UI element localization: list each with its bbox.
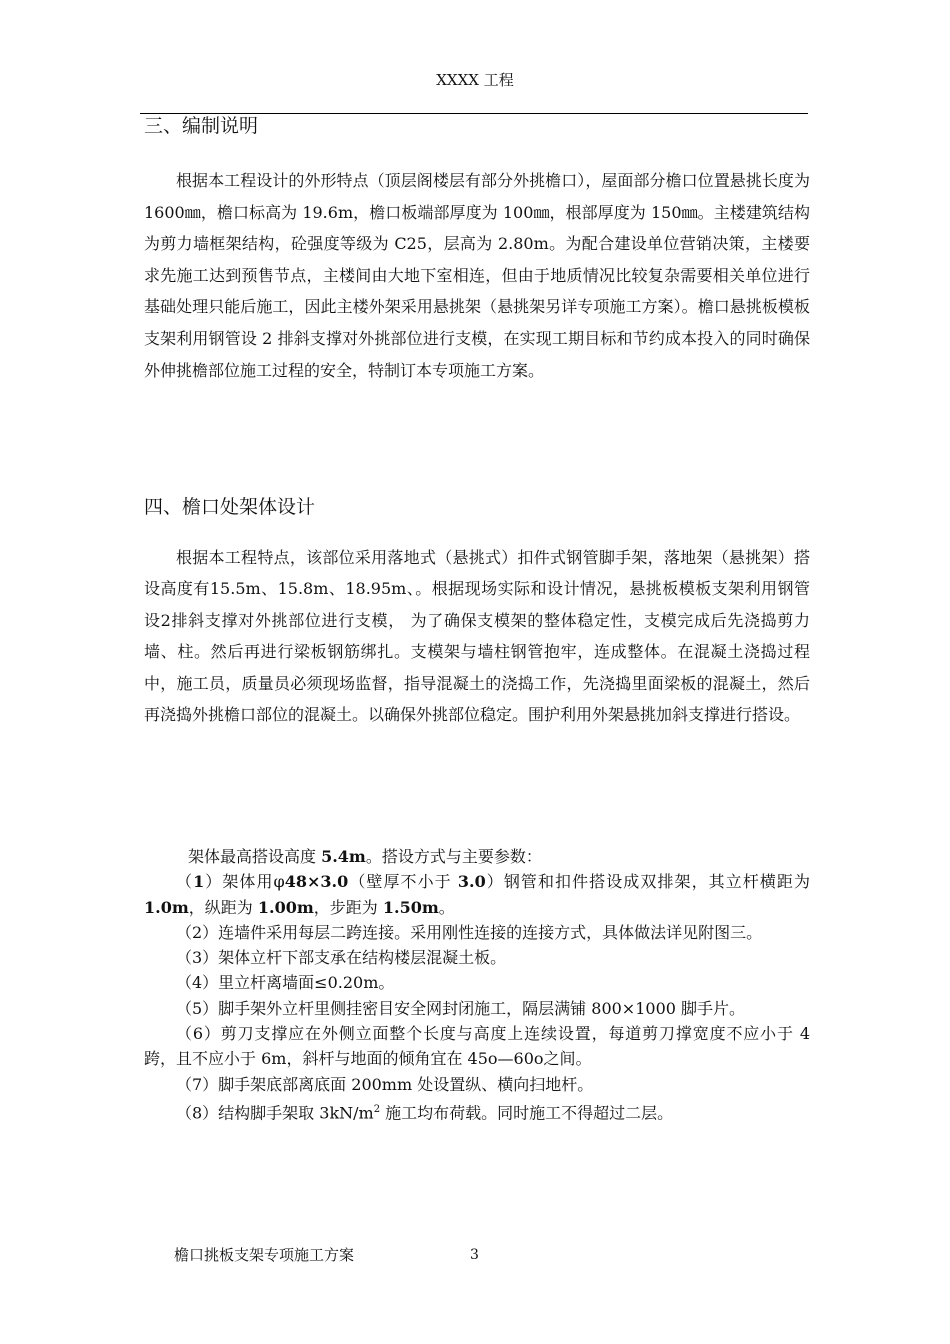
param-item-2: （2）连墙件采用每层二跨连接。采用刚性连接的连接方式，具体做法详见附图三。 bbox=[176, 922, 763, 942]
item1-p5: ，纵距为 bbox=[188, 897, 258, 917]
param-item-5: （5）脚手架外立杆里侧挂密目安全网封闭施工，隔层满铺 800×1000 脚手片。 bbox=[176, 998, 746, 1018]
item1-p7: 。 bbox=[438, 897, 455, 917]
item8-sup: 2 bbox=[373, 1103, 381, 1115]
intro-height: 5.4m bbox=[321, 847, 366, 866]
param-item-3: （3）架体立杆下部支承在结构楼层混凝土板。 bbox=[176, 948, 507, 968]
item1-p1: （ bbox=[176, 872, 194, 892]
section-3-heading: 三、编制说明 bbox=[144, 115, 259, 137]
param-item-8 bbox=[144, 1097, 810, 1126]
param-item-6: （6）剪刀支撑应在外侧立面整个长度与高度上连续设置，每道剪刀撑宽度不应小于 4 跨，且不应小于 6m，斜杆与地面的倾角宜在 45o—60o之间。 bbox=[144, 1024, 810, 1069]
item1-p3: （壁厚不小于 bbox=[348, 872, 458, 892]
params-intro bbox=[144, 844, 810, 869]
item1-step: 1.50m bbox=[382, 897, 439, 917]
footer-doc-title: 檐口挑板支架专项施工方案 bbox=[174, 1246, 355, 1264]
intro-suffix: 。搭设方式与主要参数： bbox=[365, 847, 542, 866]
section-4-heading: 四、檐口处架体设计 bbox=[144, 496, 316, 518]
params-list bbox=[144, 869, 810, 1125]
params-block bbox=[144, 844, 810, 1126]
item8-suffix: 施工均布荷载。同时施工不得超过二层。 bbox=[380, 1103, 674, 1123]
page-header-title: XXXX 工程 bbox=[436, 71, 514, 89]
item1-p6: ，步距为 bbox=[313, 897, 383, 917]
section-3-paragraph: 根据本工程设计的外形特点（顶层阁楼层有部分外挑檐口），屋面部分檐口位置悬挑长度为 1600㎜，檐口标高为 19.6m，檐口板端部厚度为 100㎜，根部厚度为 150㎜。主楼建筑结构为剪力墙框架结构，砼强度等级为 C25，层高为 2.80m。为配合建设单位营销决策，主楼要求先施工达到预售节点，主楼间由大地下室相连，但由于地质情况比较复杂需要相关单位进行基础处理只能后施工，因此主楼外架采用悬挑架（悬挑架另详专项施工方案）。檐口悬挑板模板支架利用钢管设 2 排斜支撑对外挑部位进行支模，在实现工期目标和节约成本投入的同时确保外伸挑檐部位施工过程的安全，特制订本专项施工方案。 bbox=[144, 171, 810, 380]
item1-n1: 1 bbox=[193, 872, 205, 892]
param-item-1 bbox=[144, 869, 810, 920]
intro-prefix: 架体最高搭设高度 bbox=[188, 847, 322, 866]
item1-longitudinal: 1.00m bbox=[257, 897, 314, 917]
param-item-4: （4）里立杆离墙面≤0.20m。 bbox=[176, 973, 395, 993]
item1-pipe: 48×3.0 bbox=[284, 872, 349, 892]
footer-page-number: 3 bbox=[470, 1247, 479, 1263]
section-4-paragraph: 根据本工程特点，该部位采用落地式（悬挑式）扣件式钢管脚手架，落地架（悬挑架）搭设高度有15.5m、15.8m、18.95m、。根据现场实际和设计情况，悬挑板模板支架利用钢管设2排斜支撑对外挑部位进行支模， 为了确保支模架的整体稳定性，支模完成后先浇捣剪力墙、柱。然后再进行梁板钢筋绑扎。支模架与墙柱钢管抱牢，连成整体。在混凝土浇捣过程中，施工员，质量员必须现场监督，指导混凝土的浇捣工作，先浇捣里面梁板的混凝土，然后再浇捣外挑檐口部位的混凝土。以确保外挑部位稳定。围护利用外架悬挑加斜支撑进行搭设。 bbox=[144, 548, 810, 725]
param-item-7: （7）脚手架底部离底面 200mm 处设置纵、横向扫地杆。 bbox=[176, 1074, 594, 1094]
item1-p4: ）钢管和扣件搭设成双排架，其立杆横距为 bbox=[485, 872, 810, 892]
item1-wall: 3.0 bbox=[457, 872, 486, 892]
item8-prefix: （8）结构脚手架取 3kN/m bbox=[176, 1103, 374, 1123]
item1-p2: ）架体用φ bbox=[204, 872, 285, 892]
item1-transverse: 1.0m bbox=[144, 897, 189, 917]
